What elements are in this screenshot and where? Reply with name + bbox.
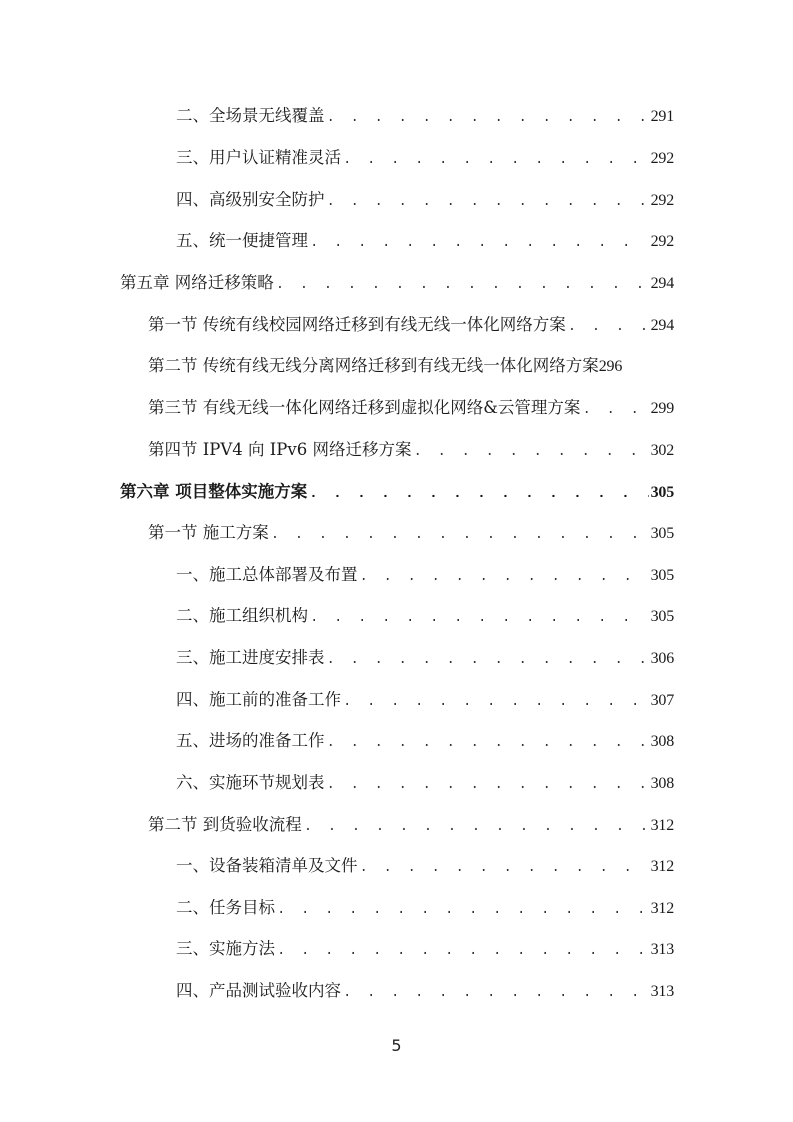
toc-entry-title: 第二节 传统有线无线分离网络迁移到有线无线一体化网络方案 [148, 356, 599, 375]
toc-entry-title: 四、产品测试验收内容 [176, 981, 341, 1000]
toc-entry-page: 307 [650, 692, 674, 709]
toc-entry-page: 305 [650, 525, 674, 542]
toc-entry-page: 305 [650, 484, 674, 501]
toc-entry-title: 第一节 传统有线校园网络迁移到有线无线一体化网络方案 [148, 315, 566, 334]
dot-leader [277, 898, 649, 922]
dot-leader [309, 482, 648, 506]
toc-entry[interactable] [176, 146, 674, 170]
toc-entry-title: 一、设备装箱清单及文件 [176, 856, 358, 875]
toc-entry[interactable] [176, 188, 674, 212]
dot-leader [582, 398, 648, 422]
toc-entry[interactable] [176, 604, 674, 628]
toc-entry-title: 三、实施方法 [176, 939, 275, 958]
dot-leader [568, 315, 649, 339]
toc-entry-title: 一、施工总体部署及布置 [176, 565, 358, 584]
toc-section-entry[interactable] [148, 438, 674, 462]
dot-leader [276, 273, 649, 297]
dot-leader [327, 190, 649, 214]
toc-section-entry[interactable] [148, 521, 674, 545]
toc-entry[interactable] [176, 979, 674, 1003]
toc-entry-page: 294 [650, 317, 674, 334]
dot-leader [413, 440, 648, 464]
toc-entry-title: 三、用户认证精准灵活 [176, 148, 341, 167]
toc-entry-title: 六、实施环节规划表 [176, 773, 325, 792]
toc-entry[interactable] [176, 104, 674, 128]
toc-entry-page: 312 [650, 858, 674, 875]
dot-leader [310, 231, 649, 255]
toc-section-entry[interactable] [148, 313, 674, 337]
page-number: 5 [391, 1036, 402, 1055]
toc-entry-title: 五、进场的准备工作 [176, 731, 325, 750]
toc-entry-page: 312 [650, 900, 674, 917]
toc-entry-title: 五、统一便捷管理 [176, 231, 308, 250]
dot-leader [327, 773, 649, 797]
toc-entry-title: 四、高级别安全防护 [176, 190, 325, 209]
toc-entry-page: 308 [650, 775, 674, 792]
toc-entry[interactable] [176, 229, 674, 253]
toc-entry-page: 305 [650, 608, 674, 625]
toc-entry[interactable] [176, 729, 674, 753]
toc-chapter-entry[interactable] [120, 480, 674, 504]
toc-entry-title: 四、施工前的准备工作 [176, 690, 341, 709]
dot-leader [327, 648, 649, 672]
toc-entry-page: 294 [650, 275, 674, 292]
toc-entry-title: 第三节 有线无线一体化网络迁移到虚拟化网络&云管理方案 [148, 398, 581, 417]
toc-entry-title: 二、全场景无线覆盖 [176, 106, 325, 125]
toc-entry-page: 299 [650, 400, 674, 417]
dot-leader [304, 815, 649, 839]
dot-leader [343, 690, 649, 714]
toc-entry-title: 第四节 IPV4 向 IPv6 网络迁移方案 [148, 440, 412, 459]
dot-leader [343, 148, 649, 172]
dot-leader [360, 856, 649, 880]
toc-entry-page: 308 [650, 733, 674, 750]
toc-entry-title: 第六章 项目整体实施方案 [120, 482, 308, 501]
dot-leader [360, 565, 649, 589]
toc-entry-title: 二、施工组织机构 [176, 606, 308, 625]
toc-entry-title: 第一节 施工方案 [148, 523, 269, 542]
dot-leader [343, 981, 649, 1005]
toc-entry-page: 313 [650, 941, 674, 958]
toc-entry-page: 306 [650, 650, 674, 667]
toc-section-entry[interactable] [148, 354, 693, 378]
toc-entry[interactable] [176, 896, 674, 920]
toc-entry-page: 312 [650, 817, 674, 834]
toc-entry-title: 三、施工进度安排表 [176, 648, 325, 667]
dot-leader [271, 523, 649, 547]
toc-entry-page: 313 [650, 983, 674, 1000]
toc-entry[interactable] [176, 771, 674, 795]
toc-entry-page: 291 [650, 108, 674, 125]
toc-entry-title: 第二节 到货验收流程 [148, 815, 302, 834]
toc-section-entry[interactable] [148, 813, 674, 837]
dot-leader [327, 106, 649, 130]
dot-leader [277, 939, 649, 963]
toc-entry-page: 302 [650, 442, 674, 459]
toc-entry-title: 二、任务目标 [176, 898, 275, 917]
toc-entry[interactable] [176, 854, 674, 878]
toc-entry-page: 292 [650, 233, 674, 250]
toc-entry-page: 305 [650, 567, 674, 584]
toc-entry[interactable] [176, 937, 674, 961]
toc-entry[interactable] [176, 646, 674, 670]
toc-chapter-entry[interactable] [120, 271, 674, 295]
toc-entry-page: 292 [650, 192, 674, 209]
toc-entry-title: 第五章 网络迁移策略 [120, 273, 274, 292]
toc-entry-page: 296 [598, 358, 623, 375]
dot-leader [327, 731, 649, 755]
toc-entry[interactable] [176, 563, 674, 587]
toc-section-entry[interactable] [148, 396, 674, 420]
toc-entry[interactable] [176, 688, 674, 712]
dot-leader [310, 606, 649, 630]
toc-entry-page: 292 [650, 150, 674, 167]
